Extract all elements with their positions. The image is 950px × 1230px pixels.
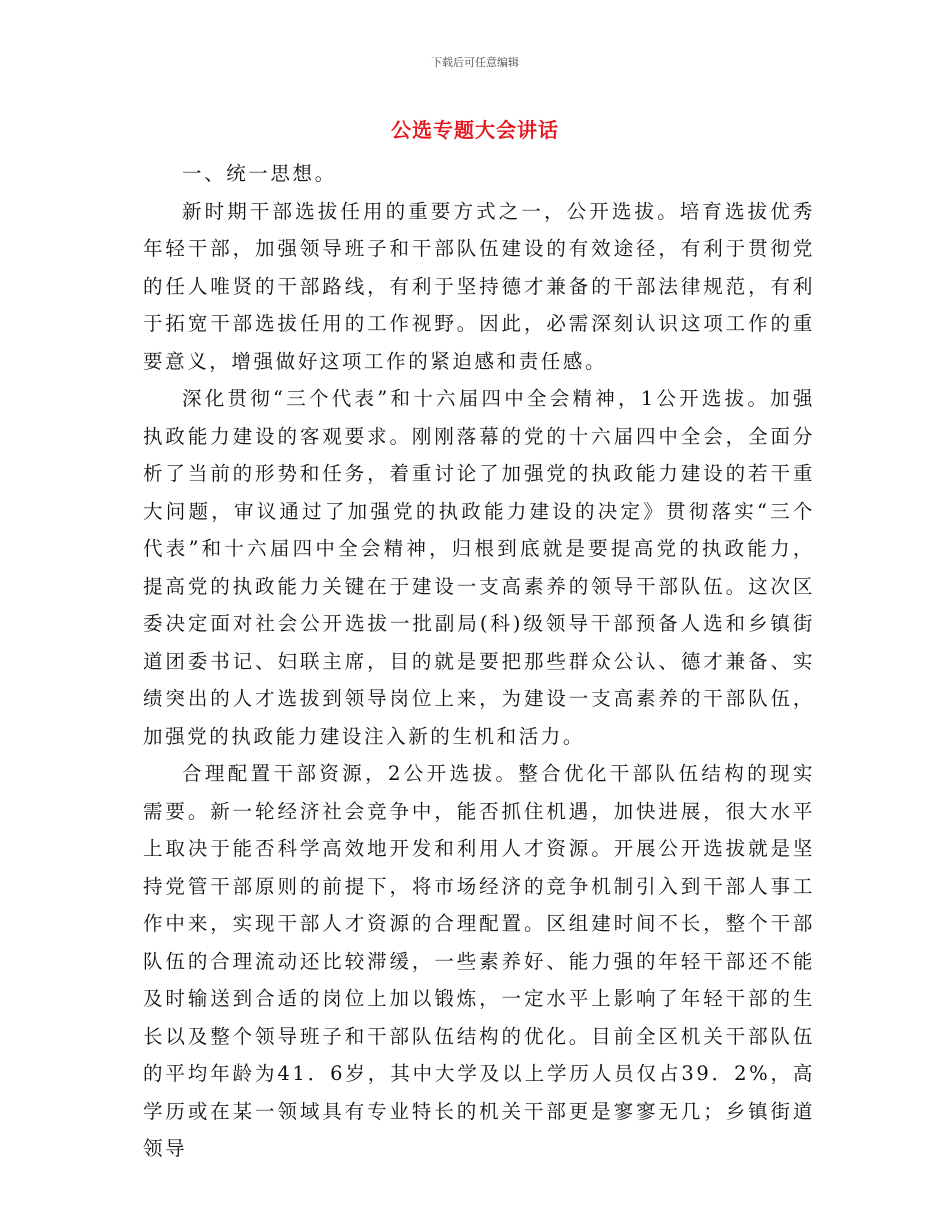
paragraph-section-heading: 一、统一思想。 xyxy=(182,162,337,185)
document-body xyxy=(143,155,815,1168)
paragraph: 深化贯彻“三个代表”和十六届四中全会精神，1公开选拔。加强执政能力建设的客观要求。刚刚落幕的党的十六届四中全会，全面分析了当前的形势和任务，着重讨论了加强党的执政能力建设的若干重大问题，审议通过了加强党的执政能力建设的决定》贯彻落实“三个代表”和十六届四中全会精神，归根到底就是要提高党的执政能力，提高党的执政能力关键在于建设一支高素养的领导干部队伍。这次区委决定面对社会公开选拔一批副局(科)级领导干部预备人选和乡镇街道团委书记、妇联主席，目的就是要把那些群众公认、德才兼备、实绩突出的人才选拔到领导岗位上来，为建设一支高素养的干部队伍，加强党的执政能力建设注入新的生机和活力。 xyxy=(143,387,815,748)
paragraph: 新时期干部选拔任用的重要方式之一，公开选拔。培育选拔优秀年轻干部，加强领导班子和干部队伍建设的有效途径，有利于贯彻党的任人唯贤的干部路线，有利于坚持德才兼备的干部法律规范，有利于拓宽干部选拔任用的工作视野。因此，必需深刻认识这项工作的重要意义，增强做好这项工作的紧迫感和责任感。 xyxy=(143,199,815,373)
header-note: 下载后可任意编辑 xyxy=(431,56,519,69)
paragraph: 合理配置干部资源，2公开选拔。整合优化干部队伍结构的现实需要。新一轮经济社会竞争中，能否抓住机遇，加快进展，很大水平上取决于能否科学高效地开发和利用人才资源。开展公开选拔就是坚持党管干部原则的前提下，将市场经济的竞争机制引入到干部人事工作中来，实现干部人才资源的合理配置。区组建时间不长，整个干部队伍的合理流动还比较滞缓，一些素养好、能力强的年轻干部还不能及时输送到合适的岗位上加以锻炼，一定水平上影响了年轻干部的生长以及整个领导班子和干部队伍结构的优化。目前全区机关干部队伍的平均年龄为41．6岁，其中大学及以上学历人员仅占39．2%，高学历或在某一领域具有专业特长的机关干部更是寥寥无几；乡镇街道领导 xyxy=(143,762,815,1160)
document-title: 公选专题大会讲话 xyxy=(391,118,559,142)
